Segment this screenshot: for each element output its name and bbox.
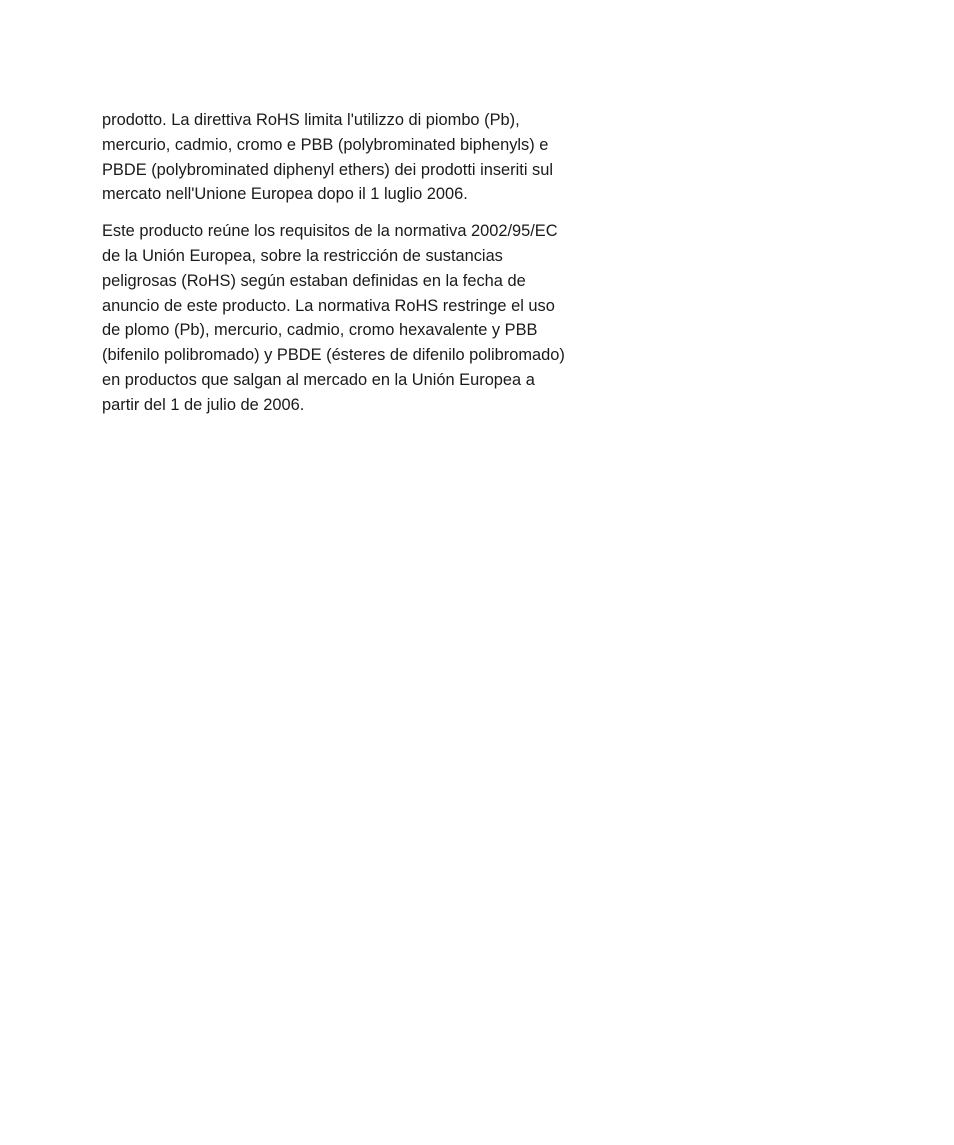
text-line: (bifenilo polibromado) y PBDE (ésteres de difenilo polibromado) — [102, 346, 565, 365]
text-line: mercato nell'Unione Europea dopo il 1 luglio 2006. — [102, 185, 468, 204]
text-line: anuncio de este producto. La normativa RoHS restringe el uso — [102, 296, 555, 315]
text-line: en productos que salgan al mercado en la Unión Europea a — [102, 370, 535, 389]
text-line: peligrosas (RoHS) según estaban definidas en la fecha de — [102, 271, 526, 290]
text-line: Este producto reúne los requisitos de la normativa 2002/95/EC — [102, 222, 558, 241]
document-body — [102, 108, 612, 430]
text-line: partir del 1 de julio de 2006. — [102, 395, 305, 414]
text-line: de plomo (Pb), mercurio, cadmio, cromo hexavalente y PBB — [102, 321, 538, 340]
paragraph-spanish-rohs — [102, 219, 612, 417]
text-line: prodotto. La direttiva RoHS limita l'utilizzo di piombo (Pb), — [102, 111, 520, 129]
text-line: mercurio, cadmio, cromo e PBB (polybrominated biphenyls) e — [102, 135, 549, 154]
text-line: de la Unión Europea, sobre la restricción de sustancias — [102, 246, 503, 265]
paragraph-italian-rohs — [102, 108, 612, 207]
text-line: PBDE (polybrominated diphenyl ethers) dei prodotti inseriti sul — [102, 160, 553, 179]
